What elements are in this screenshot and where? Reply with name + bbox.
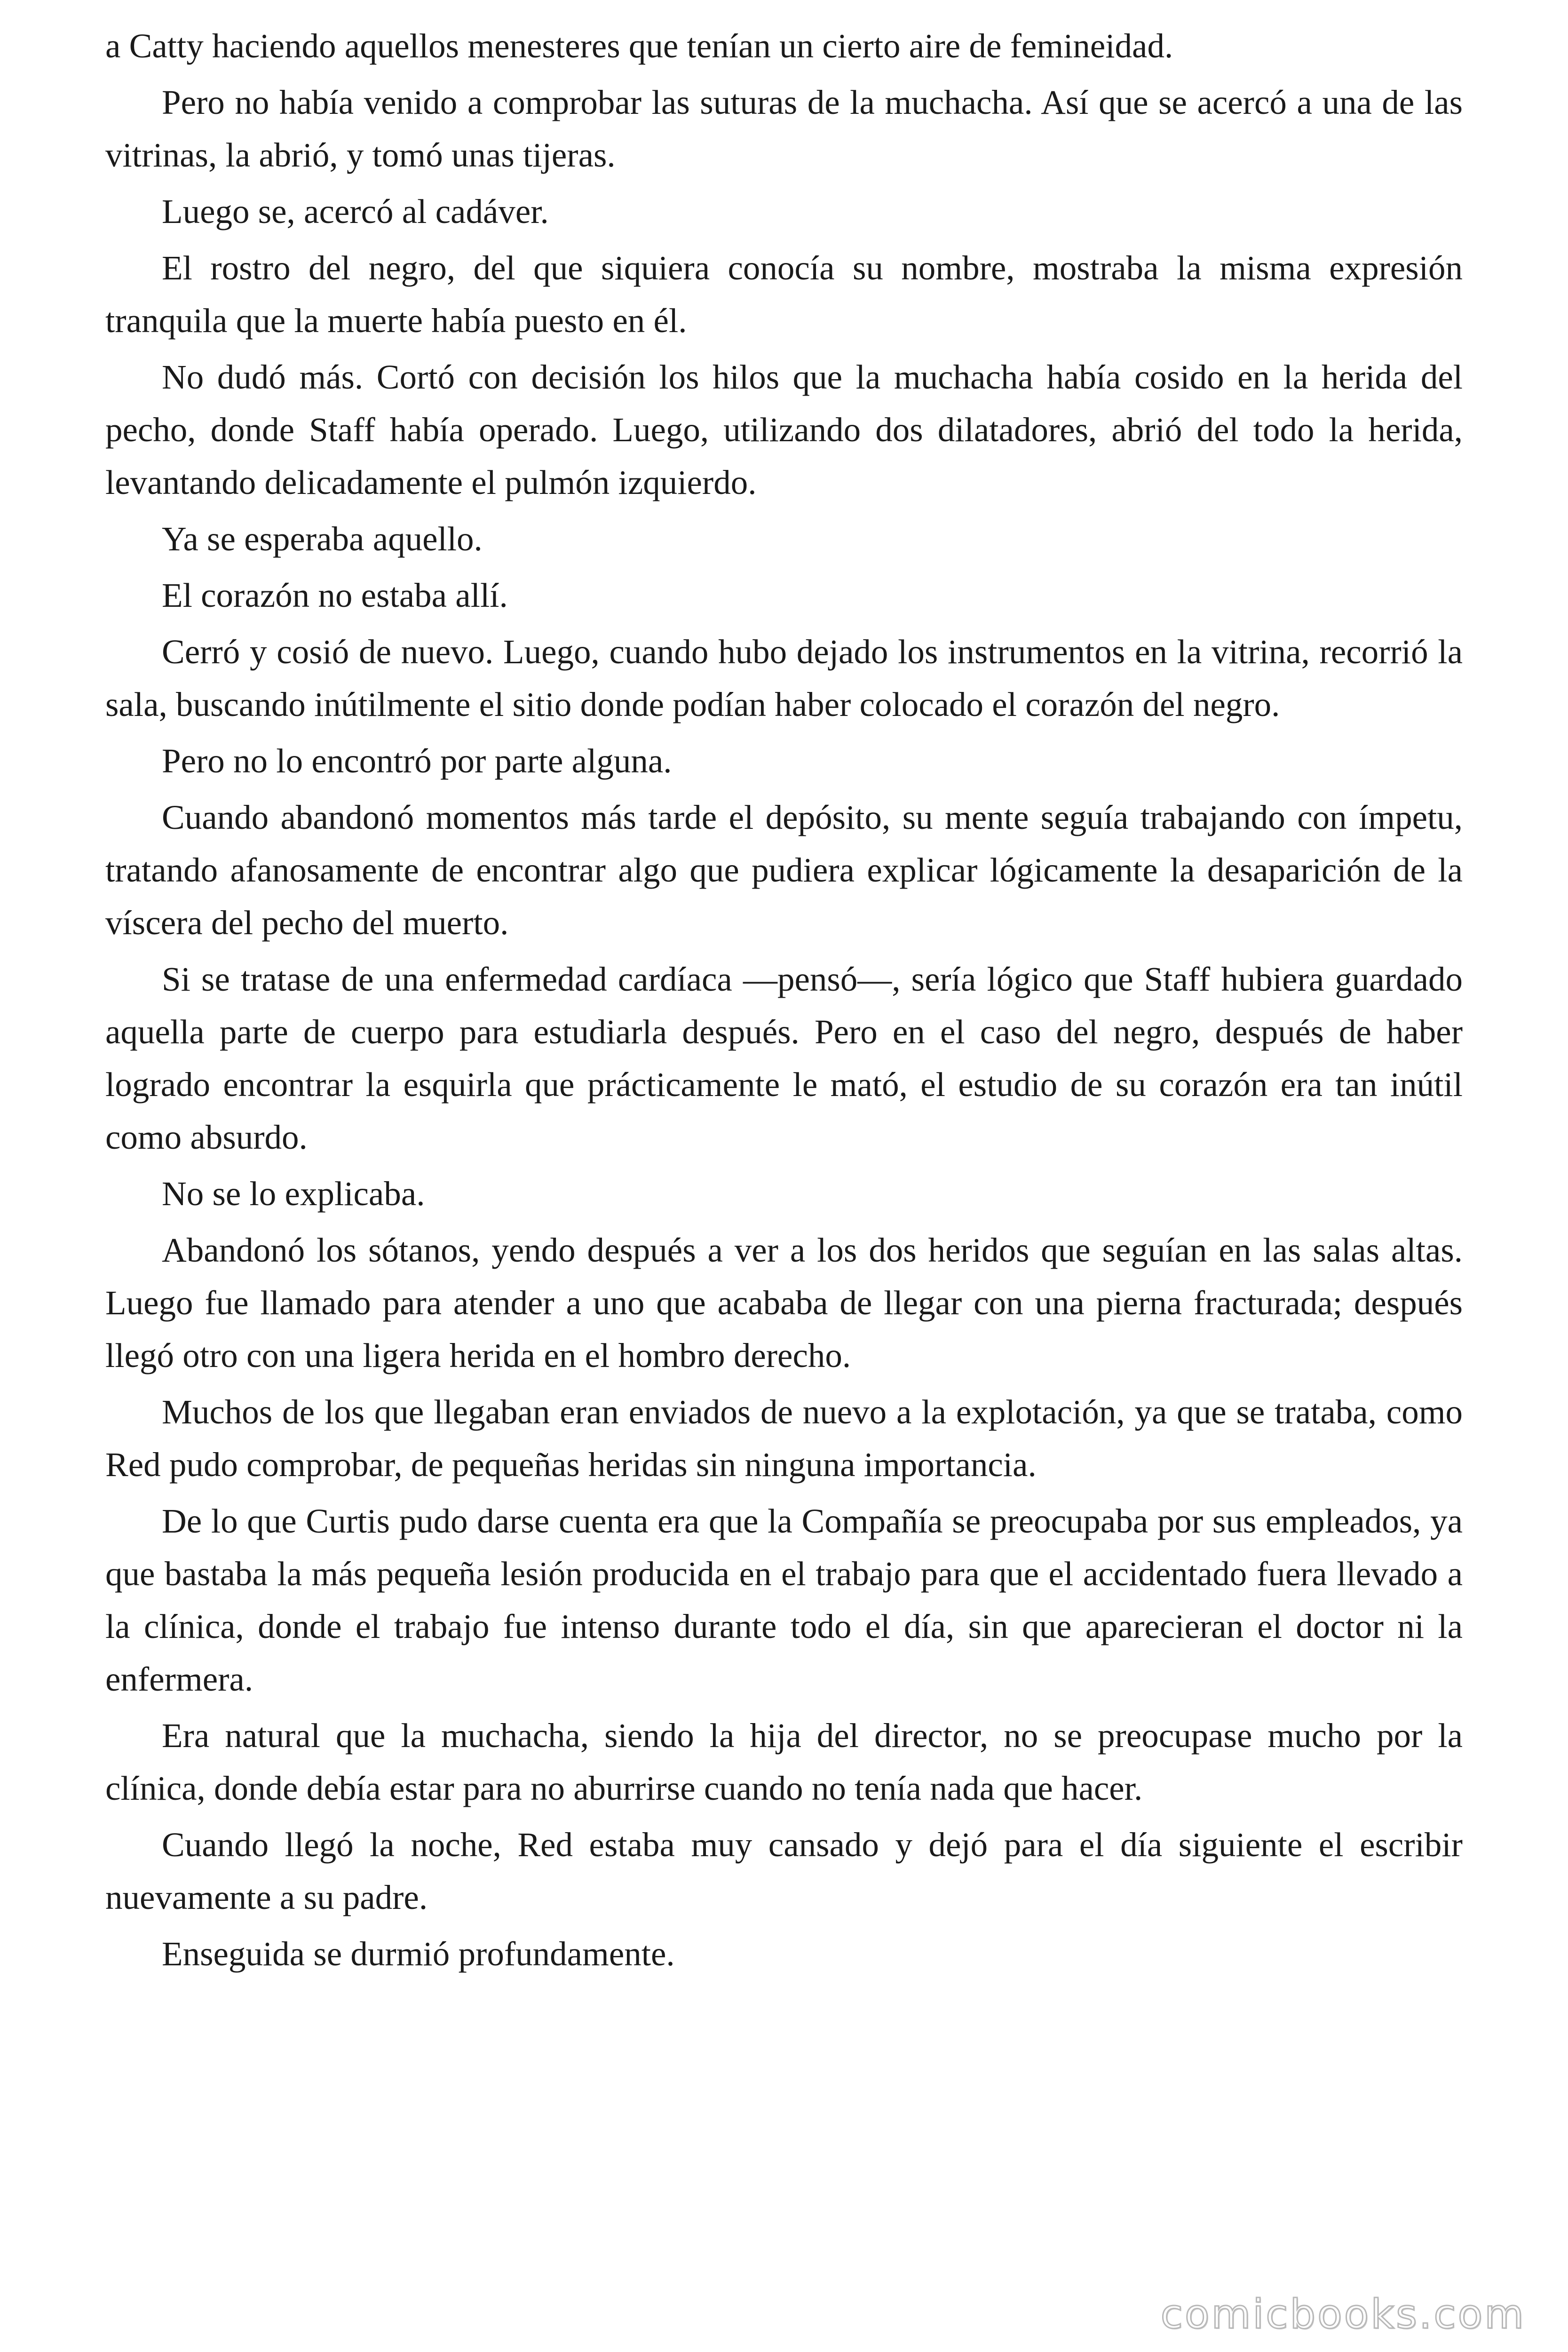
paragraph: Enseguida se durmió profundamente.: [162, 1935, 675, 1973]
paragraph: Si se tratase de una enfermedad cardíaca —pensó—, sería lógico que Staff hubiera guardado aquella parte de cuerpo para estudiarla después. Pero en el caso del negro, después de haber logrado encontrar la esquirla que prácticamente le mató, el estudio de su corazón era tan inútil como absurdo.: [105, 960, 1463, 1156]
paragraph: Cuando abandonó momentos más tarde el depósito, su mente seguía trabajando con ímpetu, tratando afanosamente de encontrar algo que pudiera explicar lógicamente la desaparición de la víscera del pecho del muerto.: [105, 798, 1463, 942]
paragraph: Pero no lo encontró por parte alguna.: [162, 742, 672, 780]
paragraph: Muchos de los que llegaban eran enviados de nuevo a la explotación, ya que se trataba, como Red pudo comprobar, de pequeñas heridas sin ninguna importancia.: [105, 1393, 1463, 1484]
paragraph-continuation: a Catty haciendo aquellos menesteres que tenían un cierto aire de femineidad.: [105, 27, 1173, 65]
paragraph: Ya se esperaba aquello.: [162, 520, 483, 558]
document-page: [105, 20, 1463, 1984]
paragraph: Cerró y cosió de nuevo. Luego, cuando hubo dejado los instrumentos en la vitrina, recorrió la sala, buscando inútilmente el sitio donde podían haber colocado el corazón del negro.: [105, 633, 1463, 723]
paragraph: Pero no había venido a comprobar las suturas de la muchacha. Así que se acercó a una de las vitrinas, la abrió, y tomó unas tijeras.: [105, 83, 1463, 174]
paragraph: Cuando llegó la noche, Red estaba muy cansado y dejó para el día siguiente el escribir nuevamente a su padre.: [105, 1826, 1463, 1916]
paragraph: No se lo explicaba.: [162, 1175, 425, 1213]
paragraph: Era natural que la muchacha, siendo la hija del director, no se preocupase mucho por la clínica, donde debía estar para no aburrirse cuando no tenía nada que hacer.: [105, 1716, 1463, 1807]
watermark: comicbooks.com: [1160, 2291, 1526, 2338]
paragraph: No dudó más. Cortó con decisión los hilos que la muchacha había cosido en la herida del pecho, donde Staff había operado. Luego, utilizando dos dilatadores, abrió del todo la herida, levantando delicadamente el pulmón izquierdo.: [105, 358, 1463, 501]
paragraph: Luego se, acercó al cadáver.: [162, 192, 549, 230]
paragraph: El rostro del negro, del que siquiera conocía su nombre, mostraba la misma expresión tranquila que la muerte había puesto en él.: [105, 249, 1463, 340]
paragraph: El corazón no estaba allí.: [162, 576, 508, 614]
paragraph: De lo que Curtis pudo darse cuenta era que la Compañía se preocupaba por sus empleados, ya que bastaba la más pequeña lesión producida en el trabajo para que el accidentado fuera llevado a la clínica, donde el trabajo fue intenso durante todo el día, sin que aparecieran el doctor ni la enfermera.: [105, 1502, 1463, 1698]
paragraph: Abandonó los sótanos, yendo después a ver a los dos heridos que seguían en las salas altas. Luego fue llamado para atender a uno que acababa de llegar con una pierna fracturada; después llegó otro con una ligera herida en el hombro derecho.: [105, 1231, 1463, 1375]
